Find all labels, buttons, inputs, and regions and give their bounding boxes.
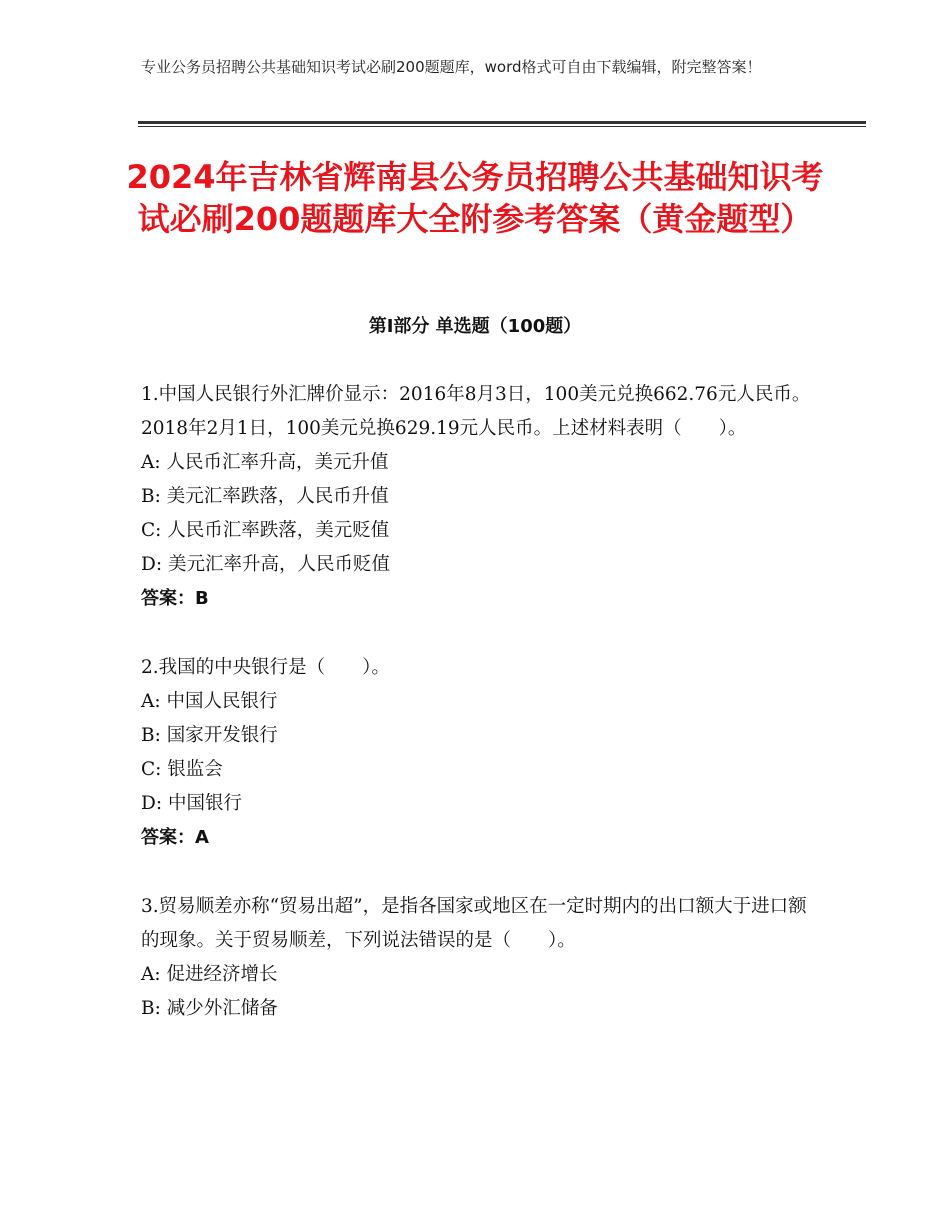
option-a: A: 人民币汇率升高，美元升值 [141,452,389,473]
header-note: 专业公务员招聘公共基础知识考试必刷200题题库，word格式可自由下载编辑，附完整答案！ [141,58,762,76]
answer-label: 答案：B [141,588,209,609]
question-2 [141,651,811,855]
question-1 [141,378,811,616]
header-rule-thin [138,126,866,127]
question-stem: 3.贸易顺差亦称“贸易出超”，是指各国家或地区在一定时期内的出口额大于进口额的现象。关于贸易顺差，下列说法错误的是（ ）。 [141,896,807,951]
option-b: B: 国家开发银行 [141,725,278,746]
answer-label: 答案：A [141,827,209,848]
question-stem: 1.中国人民银行外汇牌价显示：2016年8月3日，100美元兑换662.76元人民币。2018年2月1日，100美元兑换629.19元人民币。上述材料表明（ ）。 [141,384,811,439]
option-a: A: 促进经济增长 [141,964,278,985]
document-title: 2024年吉林省辉南县公务员招聘公共基础知识考试必刷200题题库大全附参考答案（黄金题型） [126,158,824,238]
question-list [141,378,811,1061]
option-b: B: 美元汇率跌落，人民币升值 [141,486,389,507]
section-title: 第Ⅰ部分 单选题（100题） [368,316,582,337]
option-d: D: 美元汇率升高，人民币贬值 [141,554,390,575]
header-rule-thick [138,121,866,124]
option-c: C: 人民币汇率跌落，美元贬值 [141,520,390,541]
option-d: D: 中国银行 [141,793,242,814]
option-c: C: 银监会 [141,759,223,780]
question-3 [141,890,811,1026]
option-b: B: 减少外汇储备 [141,998,278,1019]
option-a: A: 中国人民银行 [141,691,278,712]
question-stem: 2.我国的中央银行是（ ）。 [141,657,390,678]
